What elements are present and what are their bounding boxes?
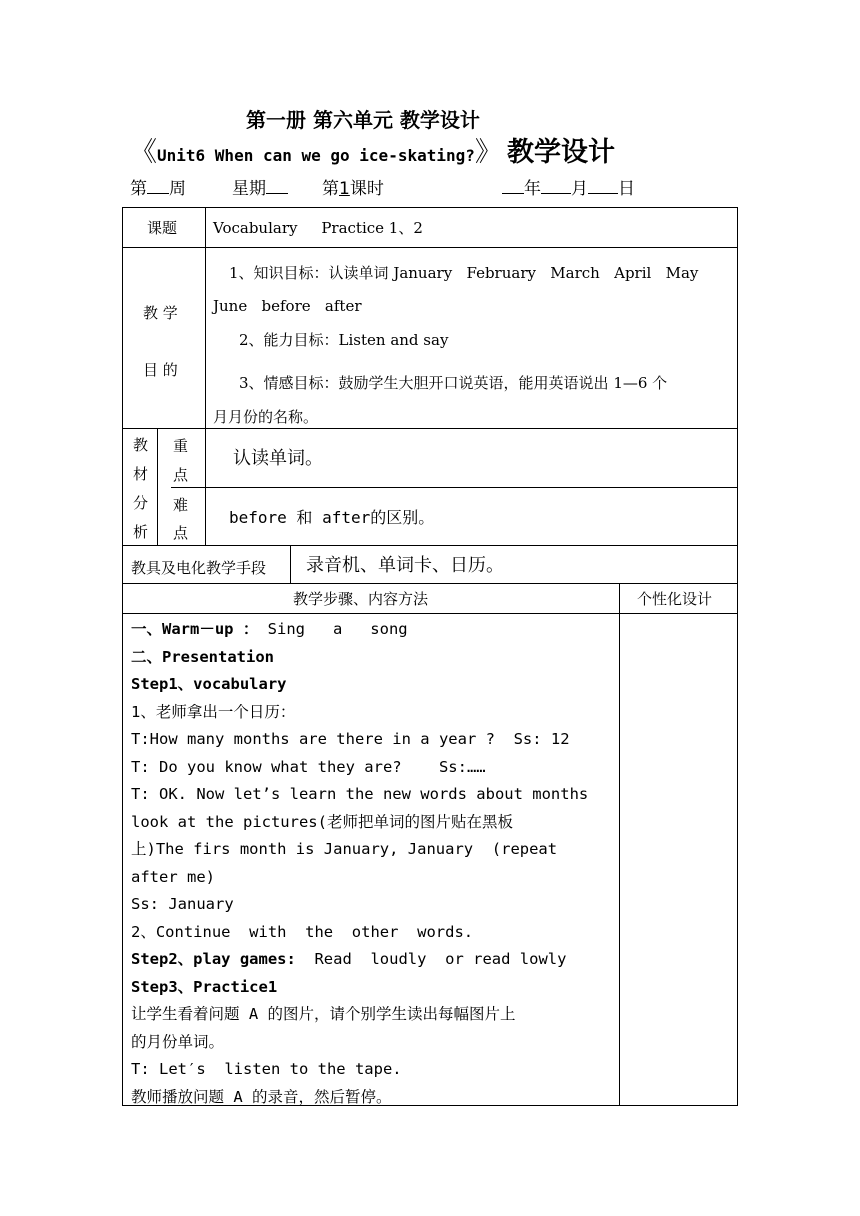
step-line: look at the pictures(老师把单词的图片贴在黑板: [131, 812, 513, 831]
step-line: Ss: January: [131, 895, 234, 913]
analysis-label: 材: [133, 465, 149, 483]
step-line: T: Let′s listen to the tape.: [131, 1060, 402, 1078]
analysis-label: 分: [133, 494, 149, 512]
week-field: 第 周: [130, 179, 186, 199]
step-line: 二、Presentation: [131, 647, 274, 666]
column-divider: [205, 208, 206, 429]
row-divider: [123, 247, 737, 248]
step-line: 教师播放问题 A 的录音，然后暂停。: [131, 1087, 392, 1106]
column-divider: [205, 429, 206, 545]
step-line: Step1、vocabulary: [131, 675, 287, 693]
step-line: 让学生看着问题 A 的图片，请个别学生读出每幅图片上: [131, 1005, 516, 1023]
hard-label: 点: [173, 524, 189, 542]
key-point: 认读单词。: [233, 448, 323, 469]
hard-label: 难: [173, 496, 189, 514]
step-line: 一、Warm－up ： Sing a song: [131, 620, 408, 638]
step-line: 的月份单词。: [131, 1032, 225, 1051]
goal-knowledge-cont: June before after: [213, 297, 362, 315]
key-label: 重: [173, 437, 189, 455]
lesson-title: [130, 130, 615, 169]
document-title: 第一册 第六单元 教学设计: [246, 108, 480, 132]
goals-label: 目 的: [143, 361, 178, 379]
goal-emotion-cont: 月月份的名称。: [213, 408, 319, 426]
step-line: T:How many months are there in a year ? Ss: 12: [131, 730, 570, 748]
step-line: 上)The firs month is January, January (repeat: [131, 840, 558, 858]
step-line: 2、Continue with the other words.: [131, 922, 474, 941]
row-divider: [123, 428, 737, 429]
analysis-label: 教: [133, 436, 149, 454]
steps-header: 教学步骤、内容方法: [293, 590, 429, 608]
analysis-label: 析: [133, 523, 149, 541]
row-divider: [123, 545, 737, 546]
column-divider: [157, 429, 158, 545]
goals-label: 教 学: [143, 304, 178, 322]
row-divider: [123, 583, 737, 584]
column-divider: [290, 545, 291, 583]
tools-label: 教具及电化教学手段: [131, 559, 267, 577]
title-close-bracket: 》: [474, 137, 502, 168]
key-label: 点: [173, 466, 189, 484]
custom-design-header: 个性化设计: [637, 590, 713, 608]
unit-name: Unit6 When can we go ice-skating?: [157, 146, 475, 165]
row-divider: [171, 487, 737, 488]
goal-emotion: 3、情感目标：鼓励学生大胆开口说英语，能用英语说出 1—6 个: [239, 374, 668, 392]
tools-value: 录音机、单词卡、日历。: [306, 555, 504, 576]
step-line: after me): [131, 867, 215, 886]
lesson-plan-table: [122, 207, 738, 1106]
goal-ability: 2、能力目标：Listen and say: [239, 331, 449, 349]
weekday-field: 星期: [232, 174, 288, 199]
step-line: Step3、Practice1: [131, 977, 278, 996]
step-line: Step2、play games: Read loudly or read lowly: [131, 950, 567, 968]
step-line: T: OK. Now let’s learn the new words about months: [131, 785, 589, 803]
row-divider: [123, 613, 737, 614]
column-divider: [619, 583, 620, 1105]
teaching-steps: [131, 616, 616, 1111]
title-open-bracket: 《: [130, 137, 157, 168]
step-line: 1、老师拿出一个日历：: [131, 702, 296, 721]
title-suffix: 教学设计: [506, 137, 615, 168]
topic-label: 课题: [147, 219, 178, 237]
hard-point: before 和 after的区别。: [229, 508, 435, 527]
topic-value: Vocabulary Practice 1、2: [213, 219, 423, 237]
step-line: T: Do you know what they are? Ss:……: [131, 757, 486, 776]
date-field: 年 月 日: [502, 174, 635, 199]
lesson-number-field: 第1课时: [322, 179, 384, 199]
goal-knowledge: 1、知识目标：认读单词 January February March April May: [229, 264, 699, 282]
